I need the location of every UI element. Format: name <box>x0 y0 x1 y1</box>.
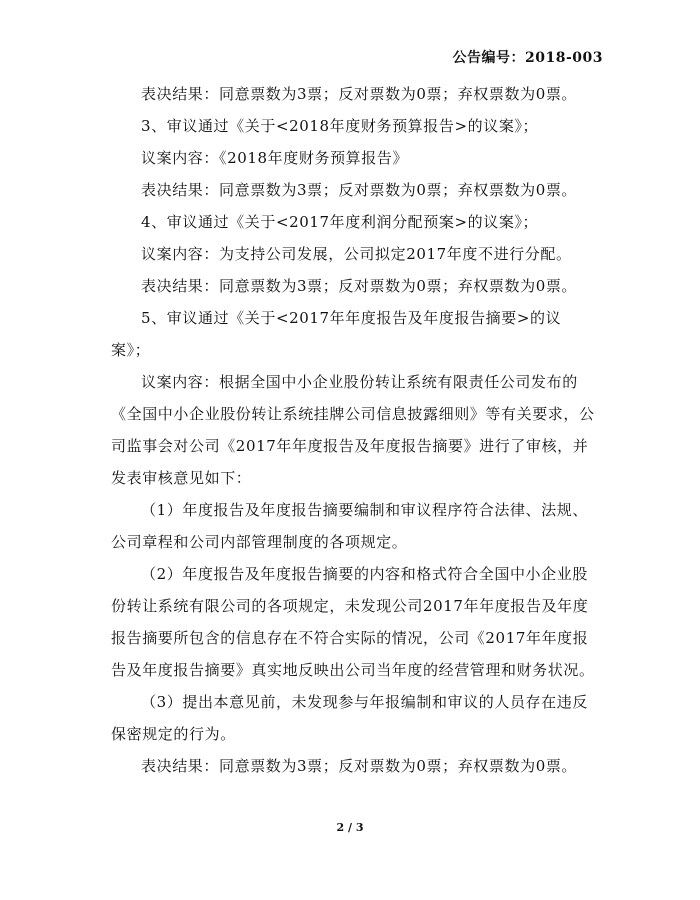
motion-5-title: 5、审议通过《关于<2017年年度报告及年度报告摘要>的议案》； <box>111 309 562 359</box>
motion-4-title: 4、审议通过《关于<2017年度利润分配预案>的议案》； <box>141 213 539 231</box>
motion-3-content: 议案内容：《2018年度财务预算报告》 <box>141 149 409 167</box>
vote-result-paragraph: 表决结果：同意票数为3票；反对票数为0票；弃权票数为0票。 <box>141 85 578 103</box>
document-body <box>111 78 599 782</box>
motion-3-title: 3、审议通过《关于<2018年度财务预算报告>的议案》； <box>141 117 539 135</box>
motion-4-content: 议案内容：为支持公司发展，公司拟定2017年度不进行分配。 <box>141 245 572 263</box>
review-opinion-3: （3）提出本意见前，未发现参与年报编制和审议的人员存在违反保密规定的行为。 <box>111 693 588 743</box>
motion-5-content: 议案内容：根据全国中小企业股份转让系统有限责任公司发布的《全国中小企业股份转让系统挂牌公司信息披露细则》等有关要求，公司监事会对公司《2017年年度报告及年度报告摘要》进行了审核，并发表审核意见如下： <box>111 373 595 487</box>
announcement-number: 公告编号：2018-003 <box>452 50 603 66</box>
vote-result-paragraph: 表决结果：同意票数为3票；反对票数为0票；弃权票数为0票。 <box>141 277 578 295</box>
vote-result-paragraph: 表决结果：同意票数为3票；反对票数为0票；弃权票数为0票。 <box>141 181 578 199</box>
page-number: 2 / 3 <box>336 821 364 834</box>
review-opinion-1: （1）年度报告及年度报告摘要编制和审议程序符合法律、法规、公司章程和公司内部管理制度的各项规定。 <box>111 501 588 551</box>
review-opinion-2: （2）年度报告及年度报告摘要的内容和格式符合全国中小企业股份转让系统有限公司的各项规定，未发现公司2017年年度报告及年度报告摘要所包含的信息存在不符合实际的情况，公司《2017年年度报告及年度报告摘要》真实地反映出公司当年度的经营管理和财务状况。 <box>111 565 595 679</box>
vote-result-paragraph: 表决结果：同意票数为3票；反对票数为0票；弃权票数为0票。 <box>141 757 578 775</box>
